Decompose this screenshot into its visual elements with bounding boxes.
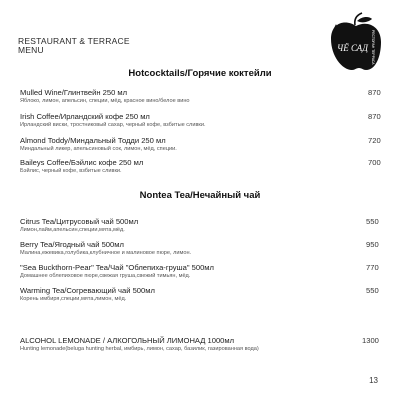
item-name: "Sea Buckthorn-Pear" Tea/Чай "Облепиха-груша" 500мл: [20, 263, 214, 272]
item-description: Домашнее облепиховое пюре,свежая груша,свежий тимьян, мёд.: [20, 273, 191, 279]
menu-item: [20, 158, 380, 174]
item-price: 700: [368, 158, 381, 167]
restaurant-name: RESTAURANT & TERRACE: [18, 36, 130, 46]
item-price: 950: [366, 240, 379, 249]
item-description: Корень имбиря,специи,мята,лимон, мёд.: [20, 296, 127, 302]
menu-item: [20, 136, 380, 152]
item-description: Миндальный ликер, апельсиновый сок, лимон, мёд, специи.: [20, 146, 177, 152]
item-name: Irish Coffee/Ирландский кофе 250 мл: [20, 112, 150, 121]
item-price: 550: [366, 217, 379, 226]
item-name: Warming Tea/Согревающий чай 500мл: [20, 286, 155, 295]
menu-label: MENU: [18, 45, 44, 55]
item-description: Ирландский виски, тростниковый сахар, черный кофе, взбитые сливки.: [20, 122, 206, 128]
item-description: Hunting lemonade(beluga hunting herbal, имбирь, лимон, сахар, базилик, газированная вода): [20, 346, 259, 352]
apple-logo-icon: [326, 12, 386, 74]
item-description: Лимон,лайм,апельсин,специи,мята,мёд.: [20, 227, 125, 233]
item-name: Citrus Tea/Цитрусовый чай 500мл: [20, 217, 139, 226]
logo-main-text: ЧЁ САД: [337, 43, 368, 53]
item-name: Mulled Wine/Глинтвейн 250 мл: [20, 88, 128, 97]
item-name: ALCOHOL LEMONADE / АЛКОГОЛЬНЫЙ ЛИМОНАД 1000мл: [20, 336, 235, 345]
item-price: 870: [368, 88, 381, 97]
menu-item: [20, 88, 380, 104]
item-description: Малина,ежевика,голубика,клубничное и малиновое пюре, лимон.: [20, 250, 192, 256]
menu-item: [20, 240, 380, 256]
item-name: Almond Toddy/Миндальный Тодди 250 мл: [20, 136, 166, 145]
item-price: 720: [368, 136, 381, 145]
item-name: Berry Tea/Ягодный чай 500мл: [20, 240, 124, 249]
restaurant-logo: [326, 12, 386, 74]
item-price: 550: [366, 286, 379, 295]
item-price: 770: [366, 263, 379, 272]
item-name: Baileys Coffee/Бэйлис кофе 250 мл: [20, 158, 144, 167]
menu-item-lemonade: [20, 336, 380, 352]
logo-side-text: РЕСТОРАН ТЕРРАСА: [371, 30, 375, 65]
item-price: 1300: [362, 336, 379, 345]
menu-item: [20, 286, 380, 302]
item-description: Бэйлис, черный кофе, взбитые сливки.: [20, 168, 122, 174]
menu-item: [20, 112, 380, 128]
section-title-hotcocktails: Hotcocktails/Горячие коктейли: [128, 68, 272, 79]
item-price: 870: [368, 112, 381, 121]
menu-item: [20, 217, 380, 233]
section-title-nontea: Nontea Tea/Нечайный чай: [139, 190, 261, 201]
menu-item: [20, 263, 380, 279]
item-description: Яблоко, лимон, апельсин, специи, мёд, красное вино/белое вино: [20, 98, 190, 104]
page-number: 13: [369, 376, 378, 385]
